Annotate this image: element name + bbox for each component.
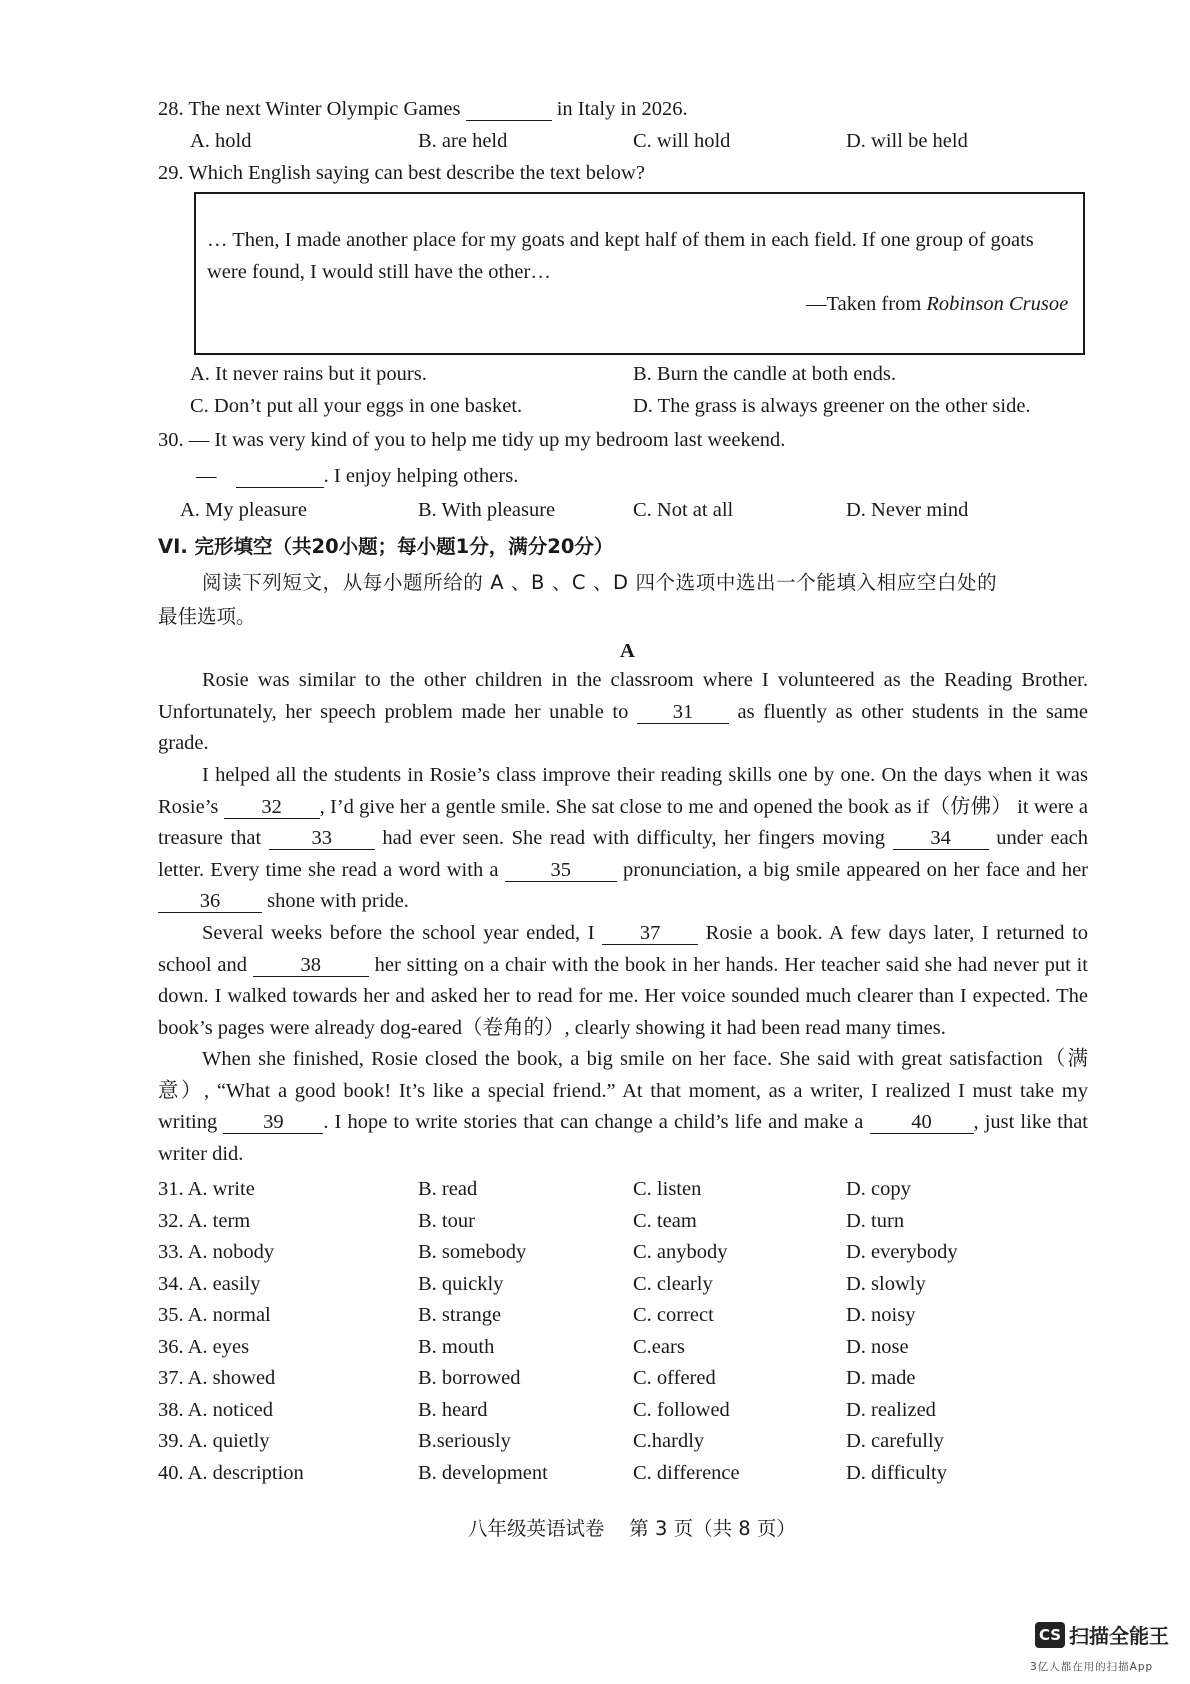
blank-32: 32 <box>224 796 320 819</box>
answer-blank <box>236 465 324 488</box>
option-b: B. are held <box>418 130 508 152</box>
option-c: C. will hold <box>633 130 731 152</box>
option-c: C. listen <box>633 1178 702 1200</box>
question-29-stem: 29. Which English saying can best describe the text below? <box>158 162 645 184</box>
question-30-reply: — . I enjoy helping others. <box>196 465 519 487</box>
option-b: B. strange <box>418 1304 502 1326</box>
option-c: C. clearly <box>633 1273 713 1295</box>
option-b: B. mouth <box>418 1336 495 1358</box>
option-c: C.hardly <box>633 1430 705 1452</box>
blank-36: 36 <box>158 890 262 913</box>
blank-33: 33 <box>269 827 375 850</box>
section-heading: VI. 完形填空（共20小题；每小题1分，满分20分） <box>158 535 614 558</box>
option-a: 31. A. write <box>158 1178 255 1200</box>
option-d: D. noisy <box>846 1304 916 1326</box>
section-instruction: 阅读下列短文，从每小题所给的 A 、B 、C 、D 四个选项中选出一个能填入相应空白处的 <box>202 571 998 594</box>
option-d: D. slowly <box>846 1273 926 1295</box>
blank-38: 38 <box>253 954 369 977</box>
option-c: C. difference <box>633 1462 740 1484</box>
option-a: 38. A. noticed <box>158 1399 274 1421</box>
passage-paragraph: Several weeks before the school year ended, I 37 Rosie a book. A few days later, I returned to school and 38 her sitting on a chair with the book in her hands. Her teacher said she had never put it down. I walked towards her and asked her to read for me. Her voice sounded much clearer than I expected. The book’s pages were already dog-eared（卷角的）, clearly showing it had been read many times. <box>158 922 1089 1039</box>
option-a: A. It never rains but it pours. <box>190 363 427 385</box>
option-b: B. quickly <box>418 1273 504 1295</box>
option-c: C. correct <box>633 1304 714 1326</box>
option-d: D. everybody <box>846 1241 958 1263</box>
option-c: C. Not at all <box>633 499 734 521</box>
passage-paragraph: When she finished, Rosie closed the book, a big smile on her face. She said with great satisfaction（满意）, “What a good book! It’s like a special friend.” At that moment, as a writer, I realized I must take my writing 39 . I hope to write stories that can change a child’s life and make a 40 , just like that writer did. <box>158 1048 1089 1165</box>
option-b: B. somebody <box>418 1241 527 1263</box>
option-d: D. carefully <box>846 1430 944 1452</box>
question-30-stem: 30. — It was very kind of you to help me tidy up my bedroom last weekend. <box>158 429 786 451</box>
option-a: 34. A. easily <box>158 1273 261 1295</box>
option-c: C. anybody <box>633 1241 728 1263</box>
section-instruction: 最佳选项。 <box>158 605 256 628</box>
page-footer: 八年级英语试卷 第 3 页（共 8 页） <box>468 1517 796 1540</box>
option-d: D. made <box>846 1367 916 1389</box>
quote-line: … Then, I made another place for my goats and kept half of them in each field. If one group of goats <box>207 229 1034 251</box>
option-d: D. copy <box>846 1178 911 1200</box>
option-b: B. tour <box>418 1210 475 1232</box>
quote-source: —Taken from Robinson Crusoe <box>806 293 1069 315</box>
option-b: B. read <box>418 1178 478 1200</box>
option-d: D. difficulty <box>846 1462 947 1484</box>
option-a: A. My pleasure <box>180 499 307 521</box>
option-c: C. offered <box>633 1367 716 1389</box>
blank-34: 34 <box>893 827 989 850</box>
blank-37: 37 <box>602 922 698 945</box>
option-a: 33. A. nobody <box>158 1241 275 1263</box>
option-a: 37. A. showed <box>158 1367 276 1389</box>
option-b: B. heard <box>418 1399 488 1421</box>
option-a: 39. A. quietly <box>158 1430 270 1452</box>
option-d: D. turn <box>846 1210 905 1232</box>
option-d: D. nose <box>846 1336 909 1358</box>
option-a: 36. A. eyes <box>158 1336 250 1358</box>
watermark-title: 扫描全能王 <box>1069 1624 1169 1648</box>
option-b: B. Burn the candle at both ends. <box>633 363 897 385</box>
option-d: D. realized <box>846 1399 936 1421</box>
passage-paragraph: Rosie was similar to the other children in the classroom where I volunteered as the Reading Brother. Unfortunately, her speech problem made her unable to 31 as fluently as other students in the same grade. <box>158 669 1089 754</box>
answer-blank <box>466 98 552 121</box>
option-d: D. will be held <box>846 130 968 152</box>
quote-line: were found, I would still have the other… <box>207 261 551 283</box>
option-c: C.ears <box>633 1336 685 1358</box>
option-a: 40. A. description <box>158 1462 304 1484</box>
blank-39: 39 <box>223 1111 323 1134</box>
passage-paragraph: I helped all the students in Rosie’s class improve their reading skills one by one. On the days when it was Rosie’s 32 , I’d give her a gentle smile. She sat close to me and opened the book as if（仿佛） it were a treasure that 33 had ever seen. She read with difficulty, her fingers moving 34 under each letter. Every time she read a word with a 35 pronunciation, a big smile appeared on her face and her 36 shone with pride. <box>158 764 1089 912</box>
blank-31: 31 <box>637 701 729 724</box>
option-c: C. followed <box>633 1399 730 1421</box>
option-b: B. With pleasure <box>418 499 556 521</box>
option-a: 35. A. normal <box>158 1304 271 1326</box>
option-d: D. The grass is always greener on the other side. <box>633 395 1031 417</box>
blank-35: 35 <box>505 859 617 882</box>
option-c: C. team <box>633 1210 697 1232</box>
option-b: B.seriously <box>418 1430 511 1452</box>
option-b: B. borrowed <box>418 1367 521 1389</box>
option-a: 32. A. term <box>158 1210 251 1232</box>
question-28-stem: 28. The next Winter Olympic Games in Italy in 2026. <box>158 98 688 120</box>
option-b: B. development <box>418 1462 548 1484</box>
option-d: D. Never mind <box>846 499 969 521</box>
option-c: C. Don’t put all your eggs in one basket. <box>190 395 523 417</box>
camscanner-logo-icon: CS <box>1035 1622 1065 1648</box>
option-a: A. hold <box>190 130 252 152</box>
scanner-watermark <box>1035 1620 1169 1649</box>
watermark-subtitle: 3亿人都在用的扫描App <box>1030 1661 1154 1673</box>
blank-40: 40 <box>870 1111 974 1134</box>
passage-label: A <box>620 640 635 662</box>
